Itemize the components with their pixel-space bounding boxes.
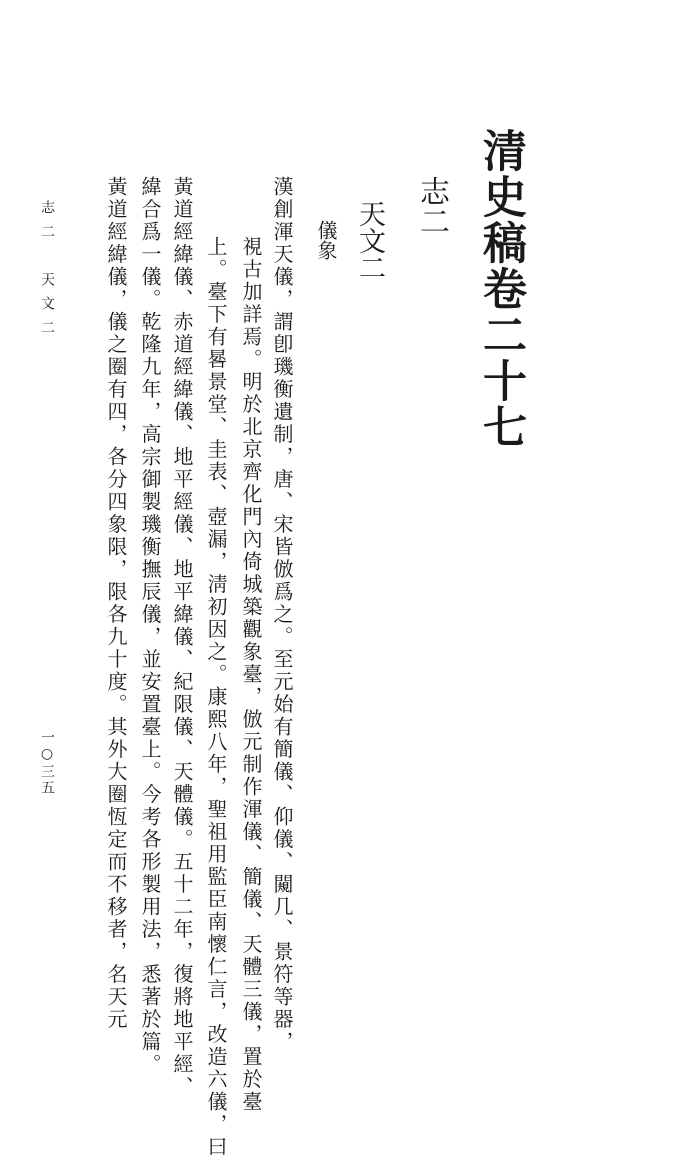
subchapter-heading: 天文二	[354, 200, 385, 281]
volume-title: 清史稿卷二十七	[475, 128, 526, 450]
page-number: 一○三五	[39, 730, 55, 796]
body-column-3: 上。臺下有晷景堂、圭表、壺漏，淸初因之。康熙八年，聖祖用監臣南懷仁言，改造六儀，曰	[204, 236, 228, 1159]
body-column-2: 視古加詳焉。明於北京齊化門內倚城築觀象臺，倣元制作渾儀、簡儀、天體三儀，置於臺	[239, 236, 263, 1114]
section-heading: 儀象	[314, 220, 338, 260]
body-column-6: 黃道經緯儀，儀之圈有四，各分四象限，限各九十度。其外大圈恆定而不移者，名天元	[104, 176, 128, 1031]
running-title: 志二 天文二	[39, 200, 55, 344]
body-column-5: 緯合爲一儀。乾隆九年，高宗御製璣衡撫辰儀，並安置臺上。今考各形製用法，悉著於篇。	[138, 176, 162, 1076]
body-column-4: 黃道經緯儀、赤道經緯儀、地平經儀、地平緯儀、紀限儀、天體儀。五十二年，復將地平經、	[170, 176, 194, 1099]
chapter-heading: 志二	[414, 176, 449, 236]
body-column-1: 漢創渾天儀，謂卽璣衡遺制，唐、宋皆倣爲之。至元始有簡儀、仰儀、闚几、景符等器，	[270, 176, 294, 1054]
